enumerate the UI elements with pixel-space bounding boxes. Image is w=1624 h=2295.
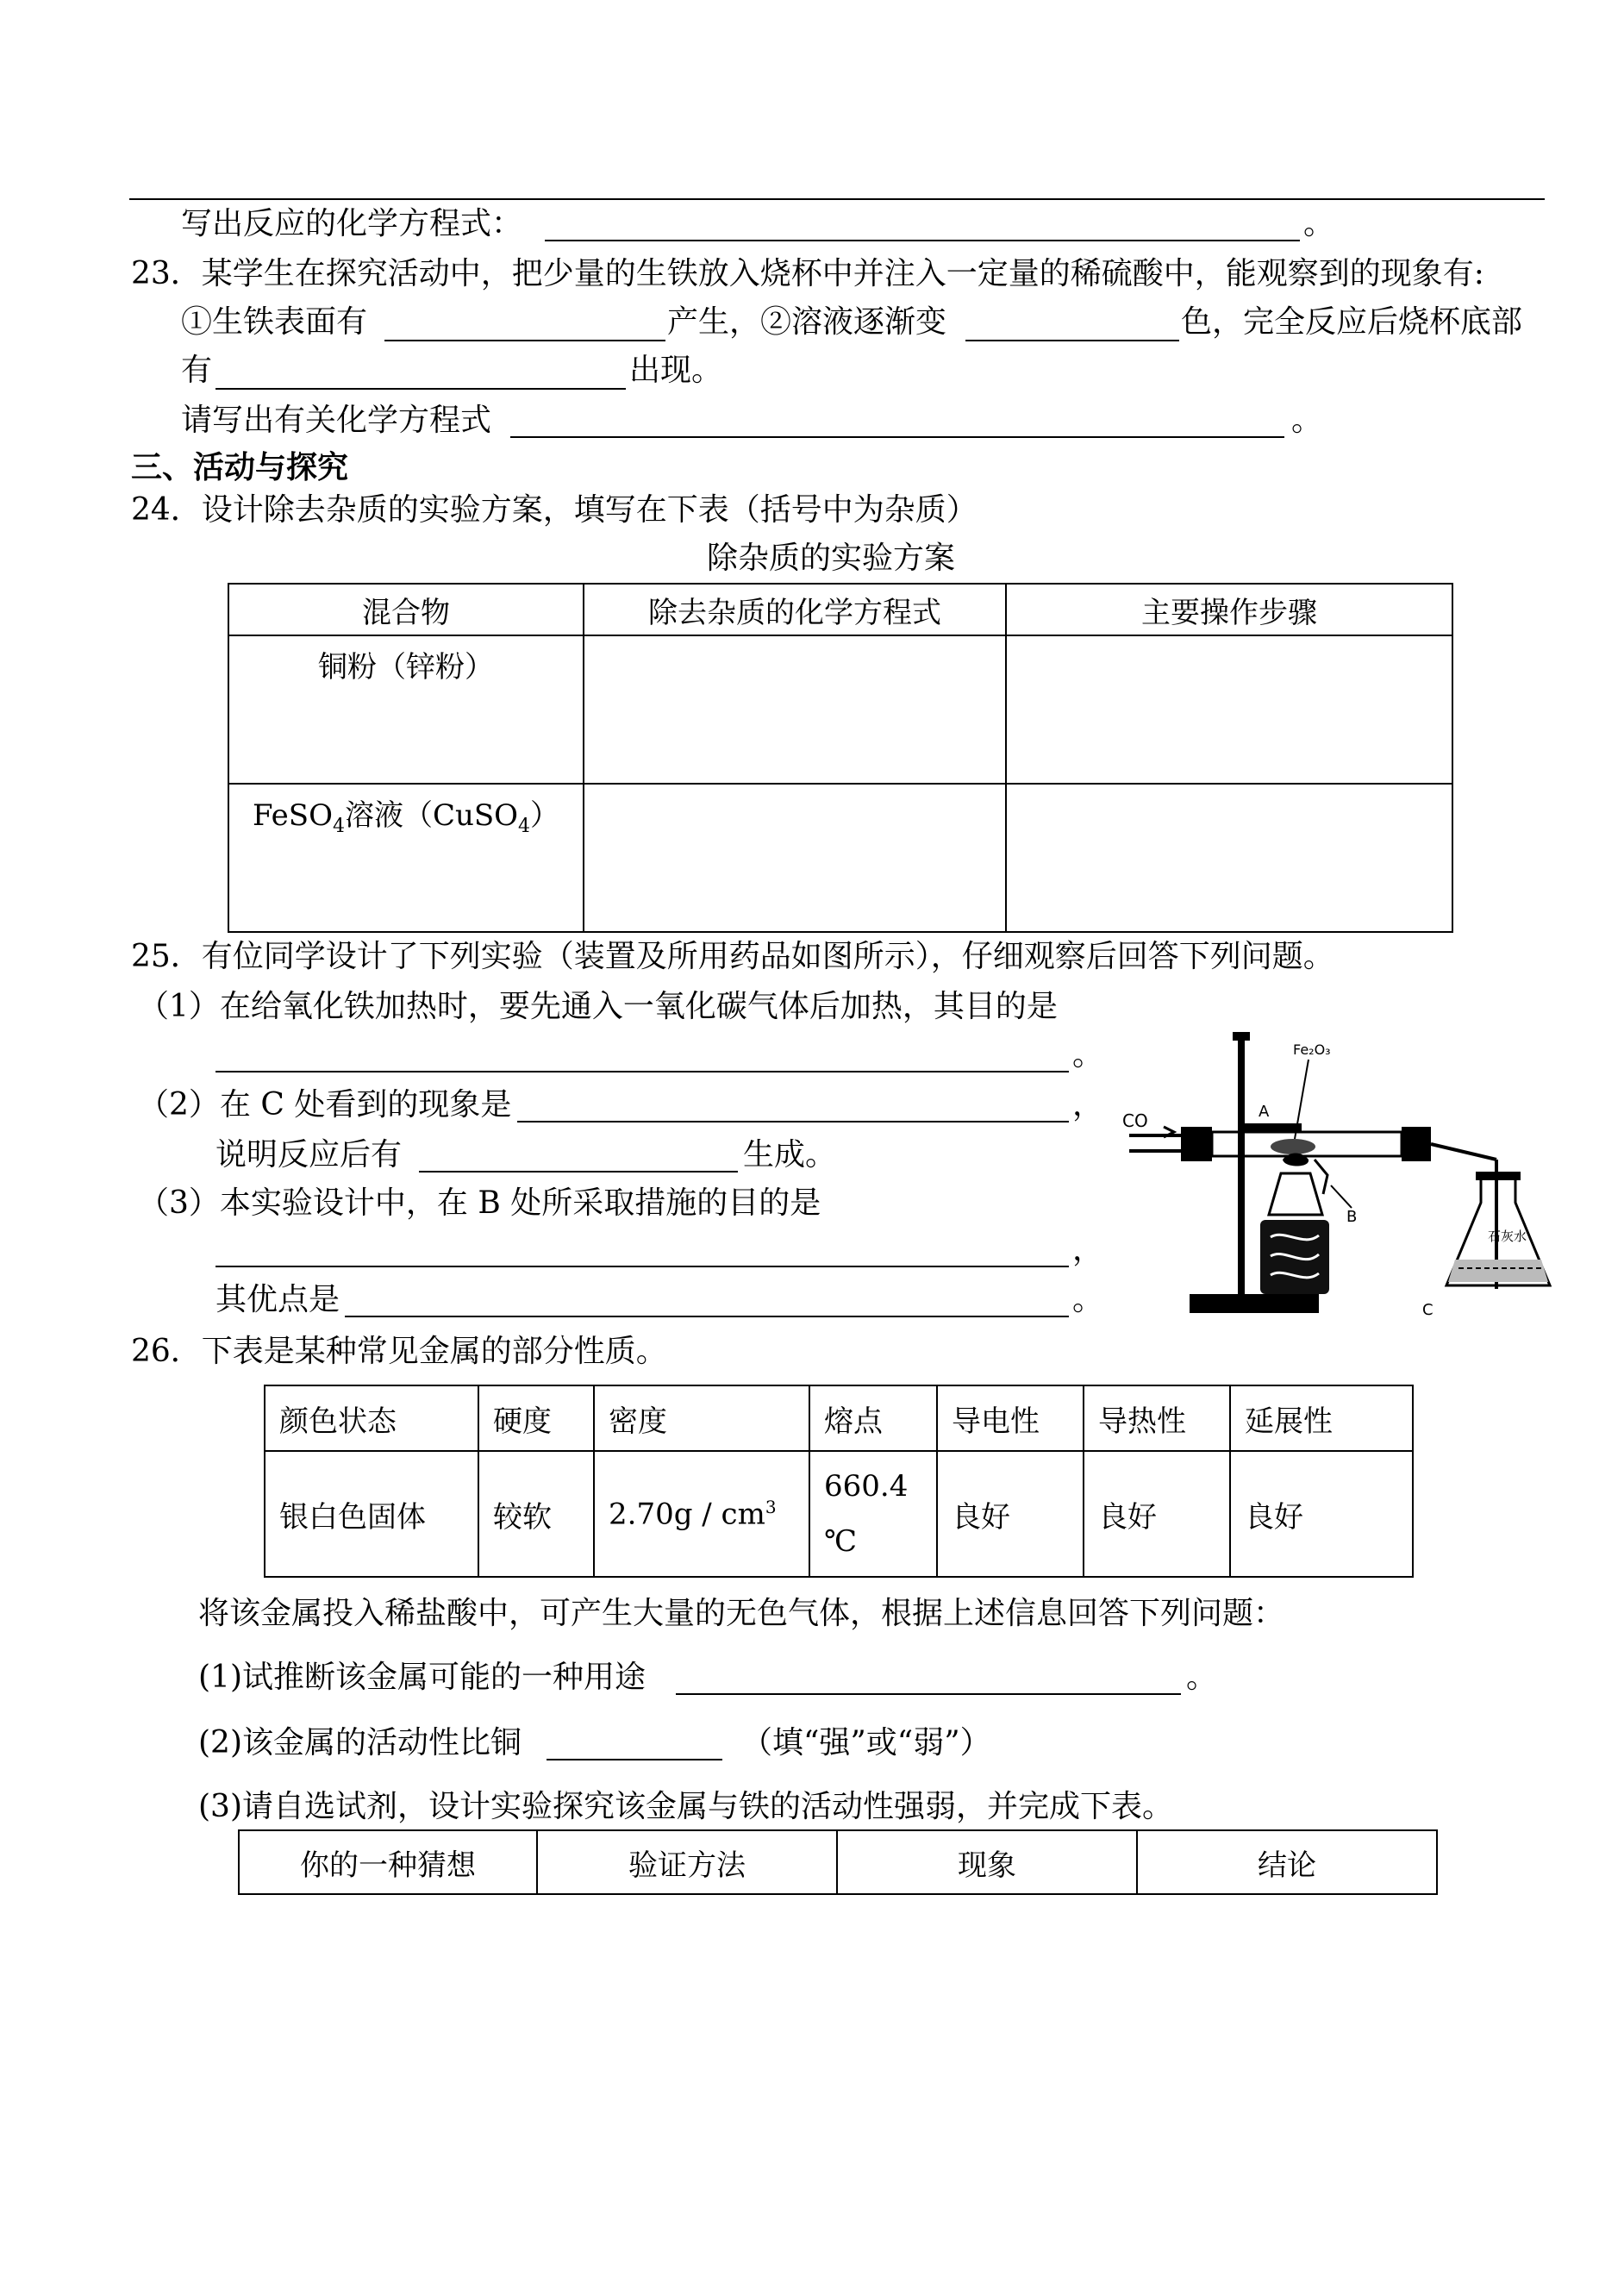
label-a: A bbox=[1259, 1103, 1270, 1121]
label-b: B bbox=[1346, 1208, 1358, 1226]
q24-table bbox=[228, 583, 1453, 933]
q24-row1-mixture: 铜粉（锌粉） bbox=[228, 635, 584, 784]
stand-base bbox=[1190, 1294, 1319, 1313]
co-label: CO bbox=[1122, 1110, 1148, 1131]
q26-value-density: $2.70g / cm^3$ bbox=[594, 1451, 809, 1577]
q26-intro: 将该金属投入稀盐酸中，可产生大量的无色气体，根据上述信息回答下列问题： bbox=[198, 1596, 1285, 1631]
q26-question: 26．下表是某种常见金属的部分性质。 bbox=[131, 1334, 667, 1369]
q26-t2-header-conclusion: 结论 bbox=[1137, 1830, 1437, 1894]
q23-blank-2[interactable] bbox=[965, 340, 1179, 341]
q26-header-conductivity: 导电性 bbox=[937, 1385, 1084, 1451]
q26-header-melting: 熔点 bbox=[809, 1385, 937, 1451]
fe2o3-label: Fe₂O₃ bbox=[1293, 1041, 1331, 1058]
left-stopper bbox=[1181, 1127, 1212, 1161]
q26-t2-header-method: 验证方法 bbox=[537, 1830, 837, 1894]
label-c: C bbox=[1422, 1301, 1433, 1319]
q26-blank-1[interactable] bbox=[676, 1693, 1181, 1695]
q26-header-density: 密度 bbox=[594, 1385, 809, 1451]
q25-blank-1[interactable] bbox=[215, 1071, 1069, 1072]
q26-value-melting: 660.4 ℃ bbox=[809, 1451, 937, 1577]
q24-row1-steps-cell[interactable] bbox=[1006, 635, 1452, 784]
fe2o3-sample bbox=[1271, 1139, 1315, 1154]
apparatus-figure bbox=[1112, 1030, 1552, 1323]
q22-answer-blank[interactable] bbox=[545, 240, 1300, 241]
q23-question: 23．某学生在探究活动中，把少量的生铁放入烧杯中并注入一定量的稀硫酸中，能观察到的现象有: bbox=[131, 256, 1484, 291]
q22-equation-prompt: 写出反应的化学方程式： bbox=[181, 206, 523, 241]
limewater bbox=[1448, 1260, 1548, 1282]
section-heading: 三、活动与探究 bbox=[131, 449, 349, 485]
q26-header-ductility: 延展性 bbox=[1230, 1385, 1413, 1451]
q26-value-thermal: 良好 bbox=[1084, 1451, 1230, 1577]
q25-blank-4[interactable] bbox=[215, 1266, 1069, 1267]
q25-blank-3[interactable] bbox=[419, 1171, 738, 1173]
q26-activity-table bbox=[238, 1829, 1438, 1895]
q23-equation-blank[interactable] bbox=[510, 436, 1284, 438]
q24-row2-mixture: FeSO$_4$溶液（CuSO$_4$） bbox=[228, 784, 584, 932]
stand-rod bbox=[1238, 1037, 1245, 1296]
limewater-label: 石灰水 bbox=[1488, 1229, 1527, 1244]
q26-value-ductility: 良好 bbox=[1230, 1451, 1413, 1577]
q24-question: 24．设计除去杂质的实验方案，填写在下表（括号中为杂质） bbox=[131, 492, 978, 528]
q26-value-hardness: 较软 bbox=[478, 1451, 594, 1577]
right-stopper bbox=[1402, 1127, 1431, 1161]
q23-blank-3[interactable] bbox=[215, 388, 626, 390]
q26-header-thermal: 导热性 bbox=[1084, 1385, 1230, 1451]
q25-question: 25．有位同学设计了下列实验（装置及所用药品如图所示），仔细观察后回答下列问题。 bbox=[131, 939, 1334, 974]
q24-header-mixture: 混合物 bbox=[228, 584, 584, 635]
q25-blank-5[interactable] bbox=[345, 1316, 1069, 1317]
q26-header-hardness: 硬度 bbox=[478, 1385, 594, 1451]
q24-header-equation: 除去杂质的化学方程式 bbox=[584, 584, 1006, 635]
q26-header-color: 颜色状态 bbox=[265, 1385, 478, 1451]
q24-row1-equation-cell[interactable] bbox=[584, 635, 1006, 784]
q24-table-caption: 除杂质的实验方案 bbox=[707, 541, 956, 576]
q25-blank-2[interactable] bbox=[517, 1121, 1069, 1122]
q26-blank-2[interactable] bbox=[547, 1759, 722, 1760]
q26-t2-header-guess: 你的一种猜想 bbox=[239, 1830, 537, 1894]
q24-row2-steps-cell[interactable] bbox=[1006, 784, 1452, 932]
q26-t2-header-phenomenon: 现象 bbox=[837, 1830, 1137, 1894]
q23-blank-1[interactable] bbox=[384, 340, 665, 341]
q26-value-conductivity: 良好 bbox=[937, 1451, 1084, 1577]
header-rule bbox=[129, 198, 1545, 200]
q26-value-color: 银白色固体 bbox=[265, 1451, 478, 1577]
q24-header-steps: 主要操作步骤 bbox=[1006, 584, 1452, 635]
q26-properties-table bbox=[264, 1385, 1414, 1578]
q24-row2-equation-cell[interactable] bbox=[584, 784, 1006, 932]
